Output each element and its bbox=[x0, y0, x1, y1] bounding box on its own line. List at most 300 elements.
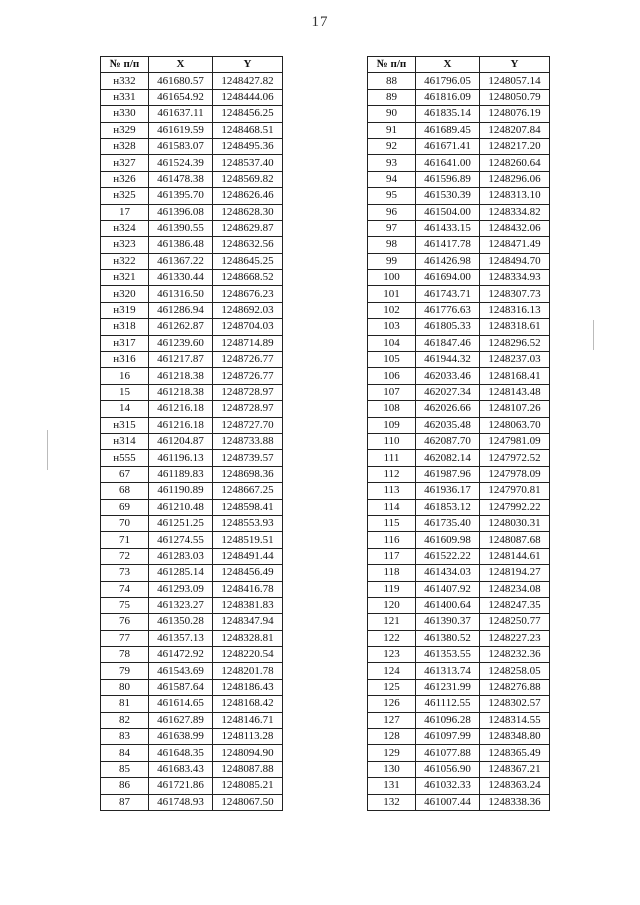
table-row bbox=[101, 155, 283, 171]
y-coordinate-cell: 1248727.70 bbox=[213, 417, 283, 433]
y-coordinate-cell: 1248247.35 bbox=[480, 597, 550, 613]
table-row bbox=[101, 384, 283, 400]
x-coordinate-cell: 461987.96 bbox=[416, 466, 480, 482]
y-coordinate-cell: 1248569.82 bbox=[213, 171, 283, 187]
table-row bbox=[101, 548, 283, 564]
point-number-cell: 16 bbox=[101, 368, 149, 384]
table-row bbox=[368, 565, 550, 581]
point-number-cell: н314 bbox=[101, 433, 149, 449]
point-number-cell: 121 bbox=[368, 614, 416, 630]
table-row bbox=[368, 466, 550, 482]
x-coordinate-cell: 461683.43 bbox=[149, 761, 213, 777]
table-row bbox=[368, 122, 550, 138]
x-coordinate-cell: 461353.55 bbox=[416, 647, 480, 663]
x-coordinate-cell: 461407.92 bbox=[416, 581, 480, 597]
x-coordinate-cell: 461805.33 bbox=[416, 319, 480, 335]
table-row bbox=[101, 679, 283, 695]
y-coordinate-cell: 1248334.93 bbox=[480, 270, 550, 286]
table-row bbox=[101, 794, 283, 810]
table-row bbox=[368, 548, 550, 564]
y-coordinate-cell: 1248432.06 bbox=[480, 220, 550, 236]
x-coordinate-cell: 461654.92 bbox=[149, 89, 213, 105]
y-coordinate-cell: 1248316.13 bbox=[480, 302, 550, 318]
x-coordinate-cell: 461543.69 bbox=[149, 663, 213, 679]
table-row bbox=[368, 729, 550, 745]
table-row bbox=[101, 319, 283, 335]
point-number-cell: 88 bbox=[368, 73, 416, 89]
table-row bbox=[368, 138, 550, 154]
y-coordinate-cell: 1248057.14 bbox=[480, 73, 550, 89]
table-row bbox=[368, 630, 550, 646]
table-row bbox=[101, 778, 283, 794]
point-number-cell: н318 bbox=[101, 319, 149, 335]
y-coordinate-cell: 1248217.20 bbox=[480, 138, 550, 154]
point-number-cell: н324 bbox=[101, 220, 149, 236]
table-row bbox=[101, 614, 283, 630]
y-coordinate-cell: 1248107.26 bbox=[480, 401, 550, 417]
table-row bbox=[101, 450, 283, 466]
table-row bbox=[101, 253, 283, 269]
x-coordinate-cell: 461648.35 bbox=[149, 745, 213, 761]
x-coordinate-cell: 461007.44 bbox=[416, 794, 480, 810]
point-number-cell: 75 bbox=[101, 597, 149, 613]
point-number-cell: 68 bbox=[101, 483, 149, 499]
x-coordinate-cell: 461735.40 bbox=[416, 515, 480, 531]
table-row bbox=[368, 319, 550, 335]
table-row bbox=[368, 89, 550, 105]
y-coordinate-cell: 1248519.51 bbox=[213, 532, 283, 548]
table-row bbox=[101, 302, 283, 318]
y-coordinate-cell: 1248494.70 bbox=[480, 253, 550, 269]
table-row bbox=[368, 188, 550, 204]
table-row bbox=[368, 417, 550, 433]
point-number-cell: 17 bbox=[101, 204, 149, 220]
table-row bbox=[101, 89, 283, 105]
point-number-cell: 73 bbox=[101, 565, 149, 581]
point-number-cell: 83 bbox=[101, 729, 149, 745]
point-number-cell: 107 bbox=[368, 384, 416, 400]
x-coordinate-cell: 461097.99 bbox=[416, 729, 480, 745]
table-row bbox=[101, 729, 283, 745]
table-row bbox=[368, 614, 550, 630]
point-number-cell: н326 bbox=[101, 171, 149, 187]
point-number-cell: 99 bbox=[368, 253, 416, 269]
y-coordinate-cell: 1248645.25 bbox=[213, 253, 283, 269]
point-number-cell: 87 bbox=[101, 794, 149, 810]
point-number-cell: 74 bbox=[101, 581, 149, 597]
table-row bbox=[101, 647, 283, 663]
y-coordinate-cell: 1248676.23 bbox=[213, 286, 283, 302]
point-number-cell: 80 bbox=[101, 679, 149, 695]
point-number-cell: 106 bbox=[368, 368, 416, 384]
y-coordinate-cell: 1248314.55 bbox=[480, 712, 550, 728]
y-coordinate-cell: 1248363.24 bbox=[480, 778, 550, 794]
point-number-cell: н331 bbox=[101, 89, 149, 105]
table-row bbox=[368, 483, 550, 499]
y-coordinate-cell: 1248471.49 bbox=[480, 237, 550, 253]
y-coordinate-cell: 1248318.61 bbox=[480, 319, 550, 335]
table-row bbox=[368, 761, 550, 777]
table-row bbox=[368, 679, 550, 695]
point-number-cell: 98 bbox=[368, 237, 416, 253]
y-coordinate-cell: 1248296.06 bbox=[480, 171, 550, 187]
point-number-cell: 91 bbox=[368, 122, 416, 138]
x-coordinate-cell: 462026.66 bbox=[416, 401, 480, 417]
x-coordinate-cell: 461680.57 bbox=[149, 73, 213, 89]
table-row bbox=[368, 171, 550, 187]
x-coordinate-cell: 461587.64 bbox=[149, 679, 213, 695]
point-number-cell: 100 bbox=[368, 270, 416, 286]
table-row bbox=[368, 204, 550, 220]
point-number-cell: 110 bbox=[368, 433, 416, 449]
table-row bbox=[368, 778, 550, 794]
table-row bbox=[368, 368, 550, 384]
table-row bbox=[101, 663, 283, 679]
x-coordinate-cell: 461417.78 bbox=[416, 237, 480, 253]
y-coordinate-cell: 1248347.94 bbox=[213, 614, 283, 630]
point-number-cell: н320 bbox=[101, 286, 149, 302]
table-row bbox=[101, 220, 283, 236]
table-row bbox=[368, 794, 550, 810]
x-coordinate-cell: 461433.15 bbox=[416, 220, 480, 236]
x-coordinate-cell: 461522.22 bbox=[416, 548, 480, 564]
y-coordinate-cell: 1248348.80 bbox=[480, 729, 550, 745]
point-number-cell: 95 bbox=[368, 188, 416, 204]
y-coordinate-cell: 1248628.30 bbox=[213, 204, 283, 220]
point-number-cell: 131 bbox=[368, 778, 416, 794]
table-row bbox=[368, 581, 550, 597]
column-header-number: № п/п bbox=[368, 57, 416, 73]
x-coordinate-cell: 461285.14 bbox=[149, 565, 213, 581]
table-row bbox=[368, 532, 550, 548]
x-coordinate-cell: 461478.38 bbox=[149, 171, 213, 187]
point-number-cell: 97 bbox=[368, 220, 416, 236]
table-row bbox=[101, 188, 283, 204]
y-coordinate-cell: 1248468.51 bbox=[213, 122, 283, 138]
y-coordinate-cell: 1248733.88 bbox=[213, 433, 283, 449]
y-coordinate-cell: 1248334.82 bbox=[480, 204, 550, 220]
table-row bbox=[101, 745, 283, 761]
point-number-cell: 96 bbox=[368, 204, 416, 220]
point-number-cell: 126 bbox=[368, 696, 416, 712]
table-header-row bbox=[368, 57, 550, 73]
point-number-cell: 127 bbox=[368, 712, 416, 728]
x-coordinate-cell: 461395.70 bbox=[149, 188, 213, 204]
x-coordinate-cell: 461204.87 bbox=[149, 433, 213, 449]
x-coordinate-cell: 461293.09 bbox=[149, 581, 213, 597]
point-number-cell: 93 bbox=[368, 155, 416, 171]
y-coordinate-cell: 1248626.46 bbox=[213, 188, 283, 204]
point-number-cell: 71 bbox=[101, 532, 149, 548]
y-coordinate-cell: 1248087.68 bbox=[480, 532, 550, 548]
point-number-cell: 82 bbox=[101, 712, 149, 728]
x-coordinate-cell: 461596.89 bbox=[416, 171, 480, 187]
point-number-cell: н555 bbox=[101, 450, 149, 466]
point-number-cell: н322 bbox=[101, 253, 149, 269]
x-coordinate-cell: 461689.45 bbox=[416, 122, 480, 138]
y-coordinate-cell: 1248063.70 bbox=[480, 417, 550, 433]
point-number-cell: 124 bbox=[368, 663, 416, 679]
table-row bbox=[101, 138, 283, 154]
y-coordinate-cell: 1248227.23 bbox=[480, 630, 550, 646]
y-coordinate-cell: 1247992.22 bbox=[480, 499, 550, 515]
x-coordinate-cell: 461671.41 bbox=[416, 138, 480, 154]
x-coordinate-cell: 461283.03 bbox=[149, 548, 213, 564]
table-row bbox=[368, 352, 550, 368]
y-coordinate-cell: 1248365.49 bbox=[480, 745, 550, 761]
point-number-cell: н315 bbox=[101, 417, 149, 433]
x-coordinate-cell: 461835.14 bbox=[416, 106, 480, 122]
x-coordinate-cell: 461218.38 bbox=[149, 368, 213, 384]
table-row bbox=[368, 696, 550, 712]
y-coordinate-cell: 1248728.97 bbox=[213, 401, 283, 417]
y-coordinate-cell: 1248456.49 bbox=[213, 565, 283, 581]
x-coordinate-cell: 461216.18 bbox=[149, 417, 213, 433]
y-coordinate-cell: 1248302.57 bbox=[480, 696, 550, 712]
coordinates-table-left bbox=[100, 56, 283, 811]
table-row bbox=[101, 565, 283, 581]
point-number-cell: н327 bbox=[101, 155, 149, 171]
table-row bbox=[101, 433, 283, 449]
table-row bbox=[368, 401, 550, 417]
point-number-cell: н328 bbox=[101, 138, 149, 154]
x-coordinate-cell: 461472.92 bbox=[149, 647, 213, 663]
y-coordinate-cell: 1247978.09 bbox=[480, 466, 550, 482]
y-coordinate-cell: 1248456.25 bbox=[213, 106, 283, 122]
y-coordinate-cell: 1248260.64 bbox=[480, 155, 550, 171]
x-coordinate-cell: 461619.59 bbox=[149, 122, 213, 138]
table-row bbox=[101, 122, 283, 138]
x-coordinate-cell: 461330.44 bbox=[149, 270, 213, 286]
point-number-cell: 101 bbox=[368, 286, 416, 302]
column-header-x: X bbox=[149, 57, 213, 73]
x-coordinate-cell: 461641.00 bbox=[416, 155, 480, 171]
y-coordinate-cell: 1248629.87 bbox=[213, 220, 283, 236]
point-number-cell: н329 bbox=[101, 122, 149, 138]
table-row bbox=[101, 597, 283, 613]
table-row bbox=[101, 106, 283, 122]
point-number-cell: 115 bbox=[368, 515, 416, 531]
table-row bbox=[368, 237, 550, 253]
y-coordinate-cell: 1248168.41 bbox=[480, 368, 550, 384]
y-coordinate-cell: 1248085.21 bbox=[213, 778, 283, 794]
y-coordinate-cell: 1247972.52 bbox=[480, 450, 550, 466]
table-row bbox=[368, 286, 550, 302]
point-number-cell: 112 bbox=[368, 466, 416, 482]
table-row bbox=[368, 433, 550, 449]
x-coordinate-cell: 462035.48 bbox=[416, 417, 480, 433]
table-row bbox=[101, 401, 283, 417]
y-coordinate-cell: 1248220.54 bbox=[213, 647, 283, 663]
x-coordinate-cell: 461286.94 bbox=[149, 302, 213, 318]
y-coordinate-cell: 1248146.71 bbox=[213, 712, 283, 728]
y-coordinate-cell: 1247970.81 bbox=[480, 483, 550, 499]
point-number-cell: 85 bbox=[101, 761, 149, 777]
table-row bbox=[368, 253, 550, 269]
y-coordinate-cell: 1248232.36 bbox=[480, 647, 550, 663]
x-coordinate-cell: 461231.99 bbox=[416, 679, 480, 695]
y-coordinate-cell: 1248537.40 bbox=[213, 155, 283, 171]
x-coordinate-cell: 462082.14 bbox=[416, 450, 480, 466]
y-coordinate-cell: 1248234.08 bbox=[480, 581, 550, 597]
point-number-cell: 116 bbox=[368, 532, 416, 548]
x-coordinate-cell: 461721.86 bbox=[149, 778, 213, 794]
x-coordinate-cell: 461847.46 bbox=[416, 335, 480, 351]
y-coordinate-cell: 1248067.50 bbox=[213, 794, 283, 810]
point-number-cell: 89 bbox=[368, 89, 416, 105]
x-coordinate-cell: 461638.99 bbox=[149, 729, 213, 745]
y-coordinate-cell: 1248237.03 bbox=[480, 352, 550, 368]
y-coordinate-cell: 1248186.43 bbox=[213, 679, 283, 695]
y-coordinate-cell: 1248367.21 bbox=[480, 761, 550, 777]
x-coordinate-cell: 461189.83 bbox=[149, 466, 213, 482]
x-coordinate-cell: 461504.00 bbox=[416, 204, 480, 220]
x-coordinate-cell: 461274.55 bbox=[149, 532, 213, 548]
column-header-x: X bbox=[416, 57, 480, 73]
table-row bbox=[101, 515, 283, 531]
x-coordinate-cell: 461386.48 bbox=[149, 237, 213, 253]
table-row bbox=[101, 417, 283, 433]
x-coordinate-cell: 461316.50 bbox=[149, 286, 213, 302]
y-coordinate-cell: 1248491.44 bbox=[213, 548, 283, 564]
table-row bbox=[368, 220, 550, 236]
table-header-row bbox=[101, 57, 283, 73]
point-number-cell: 79 bbox=[101, 663, 149, 679]
table-row bbox=[101, 286, 283, 302]
point-number-cell: 123 bbox=[368, 647, 416, 663]
point-number-cell: н323 bbox=[101, 237, 149, 253]
table-row bbox=[368, 106, 550, 122]
y-coordinate-cell: 1247981.09 bbox=[480, 433, 550, 449]
table-row bbox=[101, 335, 283, 351]
y-coordinate-cell: 1248207.84 bbox=[480, 122, 550, 138]
x-coordinate-cell: 461743.71 bbox=[416, 286, 480, 302]
point-number-cell: 120 bbox=[368, 597, 416, 613]
x-coordinate-cell: 461776.63 bbox=[416, 302, 480, 318]
y-coordinate-cell: 1248313.10 bbox=[480, 188, 550, 204]
scan-mark bbox=[47, 430, 48, 470]
x-coordinate-cell: 461112.55 bbox=[416, 696, 480, 712]
point-number-cell: 128 bbox=[368, 729, 416, 745]
table-row bbox=[101, 483, 283, 499]
point-number-cell: 81 bbox=[101, 696, 149, 712]
point-number-cell: 122 bbox=[368, 630, 416, 646]
point-number-cell: 125 bbox=[368, 679, 416, 695]
point-number-cell: 72 bbox=[101, 548, 149, 564]
y-coordinate-cell: 1248632.56 bbox=[213, 237, 283, 253]
point-number-cell: 69 bbox=[101, 499, 149, 515]
y-coordinate-cell: 1248076.19 bbox=[480, 106, 550, 122]
table-row bbox=[101, 171, 283, 187]
y-coordinate-cell: 1248598.41 bbox=[213, 499, 283, 515]
y-coordinate-cell: 1248553.93 bbox=[213, 515, 283, 531]
y-coordinate-cell: 1248667.25 bbox=[213, 483, 283, 499]
point-number-cell: 105 bbox=[368, 352, 416, 368]
x-coordinate-cell: 461609.98 bbox=[416, 532, 480, 548]
table-row bbox=[368, 647, 550, 663]
column-header-number: № п/п bbox=[101, 57, 149, 73]
x-coordinate-cell: 461216.18 bbox=[149, 401, 213, 417]
x-coordinate-cell: 461323.27 bbox=[149, 597, 213, 613]
x-coordinate-cell: 461251.25 bbox=[149, 515, 213, 531]
point-number-cell: 104 bbox=[368, 335, 416, 351]
y-coordinate-cell: 1248030.31 bbox=[480, 515, 550, 531]
table-row bbox=[101, 466, 283, 482]
table-row bbox=[101, 761, 283, 777]
point-number-cell: 130 bbox=[368, 761, 416, 777]
x-coordinate-cell: 461400.64 bbox=[416, 597, 480, 613]
y-coordinate-cell: 1248739.57 bbox=[213, 450, 283, 466]
x-coordinate-cell: 461357.13 bbox=[149, 630, 213, 646]
x-coordinate-cell: 461627.89 bbox=[149, 712, 213, 728]
point-number-cell: 77 bbox=[101, 630, 149, 646]
x-coordinate-cell: 461944.32 bbox=[416, 352, 480, 368]
x-coordinate-cell: 461032.33 bbox=[416, 778, 480, 794]
x-coordinate-cell: 461396.08 bbox=[149, 204, 213, 220]
table-row bbox=[101, 73, 283, 89]
table-row bbox=[368, 597, 550, 613]
point-number-cell: 102 bbox=[368, 302, 416, 318]
x-coordinate-cell: 462087.70 bbox=[416, 433, 480, 449]
point-number-cell: 94 bbox=[368, 171, 416, 187]
y-coordinate-cell: 1248338.36 bbox=[480, 794, 550, 810]
point-number-cell: 111 bbox=[368, 450, 416, 466]
x-coordinate-cell: 461210.48 bbox=[149, 499, 213, 515]
x-coordinate-cell: 461218.38 bbox=[149, 384, 213, 400]
point-number-cell: н321 bbox=[101, 270, 149, 286]
scan-mark bbox=[593, 320, 594, 350]
table-row bbox=[368, 73, 550, 89]
y-coordinate-cell: 1248698.36 bbox=[213, 466, 283, 482]
y-coordinate-cell: 1248087.88 bbox=[213, 761, 283, 777]
y-coordinate-cell: 1248296.52 bbox=[480, 335, 550, 351]
point-number-cell: н330 bbox=[101, 106, 149, 122]
point-number-cell: 109 bbox=[368, 417, 416, 433]
x-coordinate-cell: 461748.93 bbox=[149, 794, 213, 810]
x-coordinate-cell: 461936.17 bbox=[416, 483, 480, 499]
table-row bbox=[101, 532, 283, 548]
table-row bbox=[368, 499, 550, 515]
y-coordinate-cell: 1248726.77 bbox=[213, 352, 283, 368]
table-row bbox=[368, 450, 550, 466]
x-coordinate-cell: 461434.03 bbox=[416, 565, 480, 581]
x-coordinate-cell: 461390.55 bbox=[149, 220, 213, 236]
table-row bbox=[101, 712, 283, 728]
x-coordinate-cell: 461426.98 bbox=[416, 253, 480, 269]
x-coordinate-cell: 461614.65 bbox=[149, 696, 213, 712]
point-number-cell: 118 bbox=[368, 565, 416, 581]
y-coordinate-cell: 1248381.83 bbox=[213, 597, 283, 613]
y-coordinate-cell: 1248495.36 bbox=[213, 138, 283, 154]
table-row bbox=[101, 352, 283, 368]
y-coordinate-cell: 1248668.52 bbox=[213, 270, 283, 286]
point-number-cell: 70 bbox=[101, 515, 149, 531]
y-coordinate-cell: 1248444.06 bbox=[213, 89, 283, 105]
point-number-cell: 76 bbox=[101, 614, 149, 630]
point-number-cell: 129 bbox=[368, 745, 416, 761]
y-coordinate-cell: 1248427.82 bbox=[213, 73, 283, 89]
table-row bbox=[101, 630, 283, 646]
point-number-cell: н325 bbox=[101, 188, 149, 204]
y-coordinate-cell: 1248416.78 bbox=[213, 581, 283, 597]
x-coordinate-cell: 461217.87 bbox=[149, 352, 213, 368]
x-coordinate-cell: 461524.39 bbox=[149, 155, 213, 171]
x-coordinate-cell: 461313.74 bbox=[416, 663, 480, 679]
point-number-cell: н319 bbox=[101, 302, 149, 318]
point-number-cell: 108 bbox=[368, 401, 416, 417]
x-coordinate-cell: 461239.60 bbox=[149, 335, 213, 351]
y-coordinate-cell: 1248113.28 bbox=[213, 729, 283, 745]
